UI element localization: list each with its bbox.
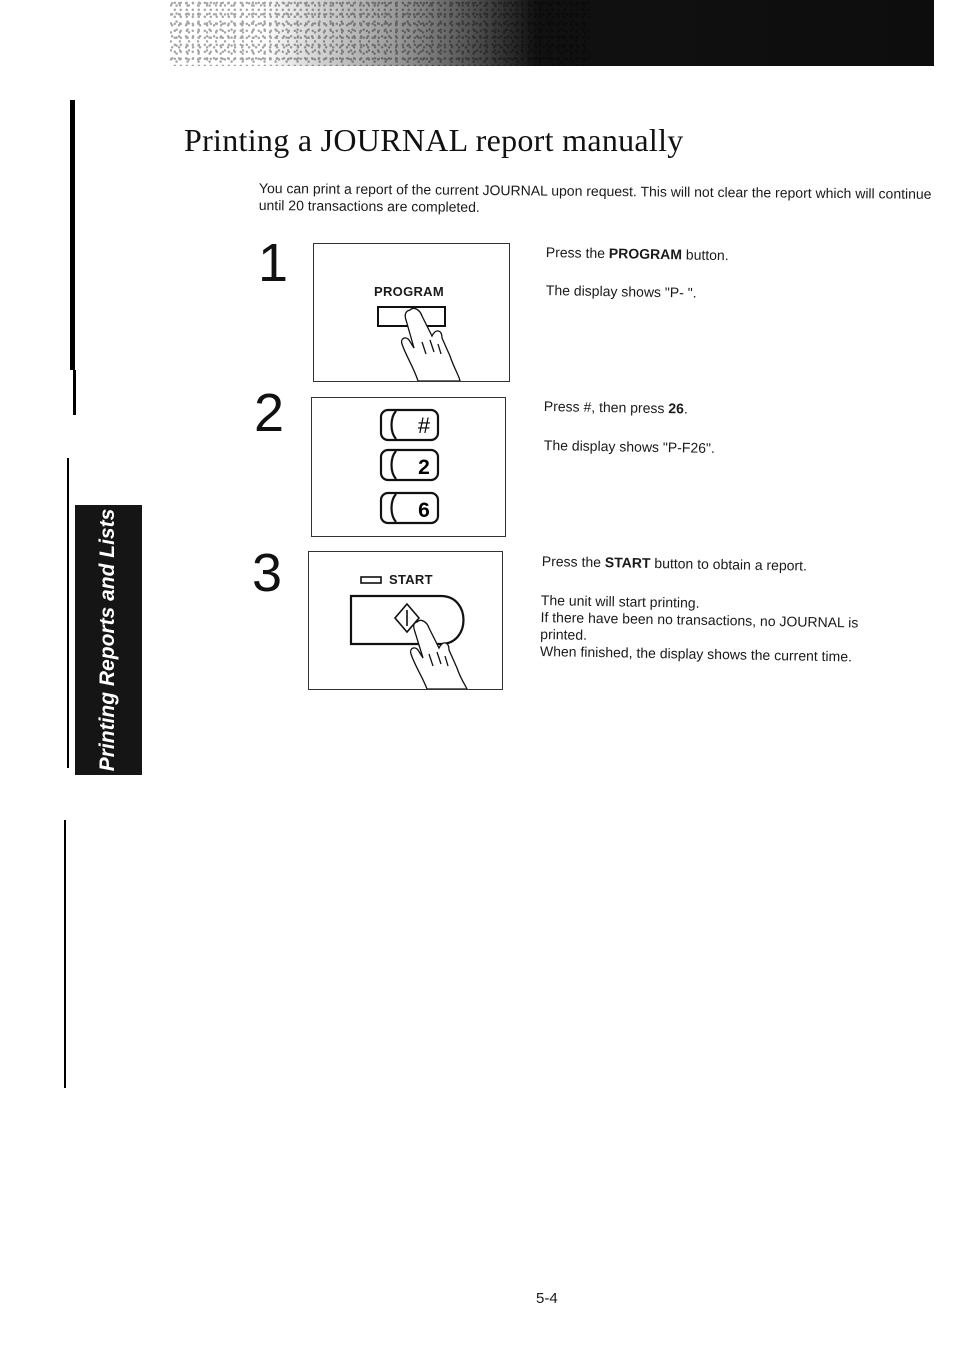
start-button-label: START — [389, 572, 433, 587]
key-hash-icon — [381, 410, 438, 440]
step-3-illustration — [308, 551, 503, 690]
step-1-illustration — [313, 243, 510, 382]
key-2-label: 2 — [418, 456, 430, 479]
page-title: Printing a JOURNAL report manually — [184, 122, 684, 158]
program-button-illustration — [314, 244, 509, 381]
indicator-lamp-icon — [361, 577, 381, 583]
step-3-result-line: If there have been no transactions, no JOURNAL is printed. — [540, 608, 859, 643]
program-keyword: PROGRAM — [608, 245, 683, 263]
step-3-result — [540, 592, 901, 666]
margin-rule — [70, 100, 75, 370]
start-keyword: START — [604, 554, 651, 571]
margin-rule — [73, 370, 76, 415]
step-3-instruction: Press the START button to obtain a report. — [541, 553, 808, 574]
page-number: 5-4 — [536, 1290, 558, 1307]
program-button-label: PROGRAM — [374, 284, 444, 299]
intro-paragraph: You can print a report of the current JOURNAL upon request. This will not clear the report which will continue until 20 transactions are completed. — [258, 180, 932, 215]
key-hash-label: # — [417, 413, 431, 438]
header-speckle — [170, 0, 590, 66]
step-1-number: 1 — [258, 233, 289, 293]
step-2-number: 2 — [254, 383, 285, 443]
step-1-instruction: Press the PROGRAM button. — [545, 244, 729, 264]
digits-keyword: 26 — [668, 400, 685, 417]
step-3-result-line: When finished, the display shows the current time. — [539, 642, 853, 665]
step-2-result: The display shows "P-F26". — [543, 437, 715, 456]
step-2-instruction: Press #, then press 26. — [543, 398, 688, 417]
key-6-label: 6 — [418, 499, 430, 522]
step-3-result-line: The unit will start printing. — [540, 592, 700, 611]
step-1-result: The display shows "P- ". — [545, 282, 697, 301]
margin-rule — [64, 820, 66, 1088]
key-2-icon — [381, 450, 438, 480]
section-side-tab-label: Printing Reports and Lists — [96, 508, 119, 772]
key-6-icon — [381, 493, 438, 523]
step-3-number: 3 — [252, 543, 283, 603]
step-2-illustration — [311, 397, 506, 537]
margin-rule — [67, 458, 69, 768]
